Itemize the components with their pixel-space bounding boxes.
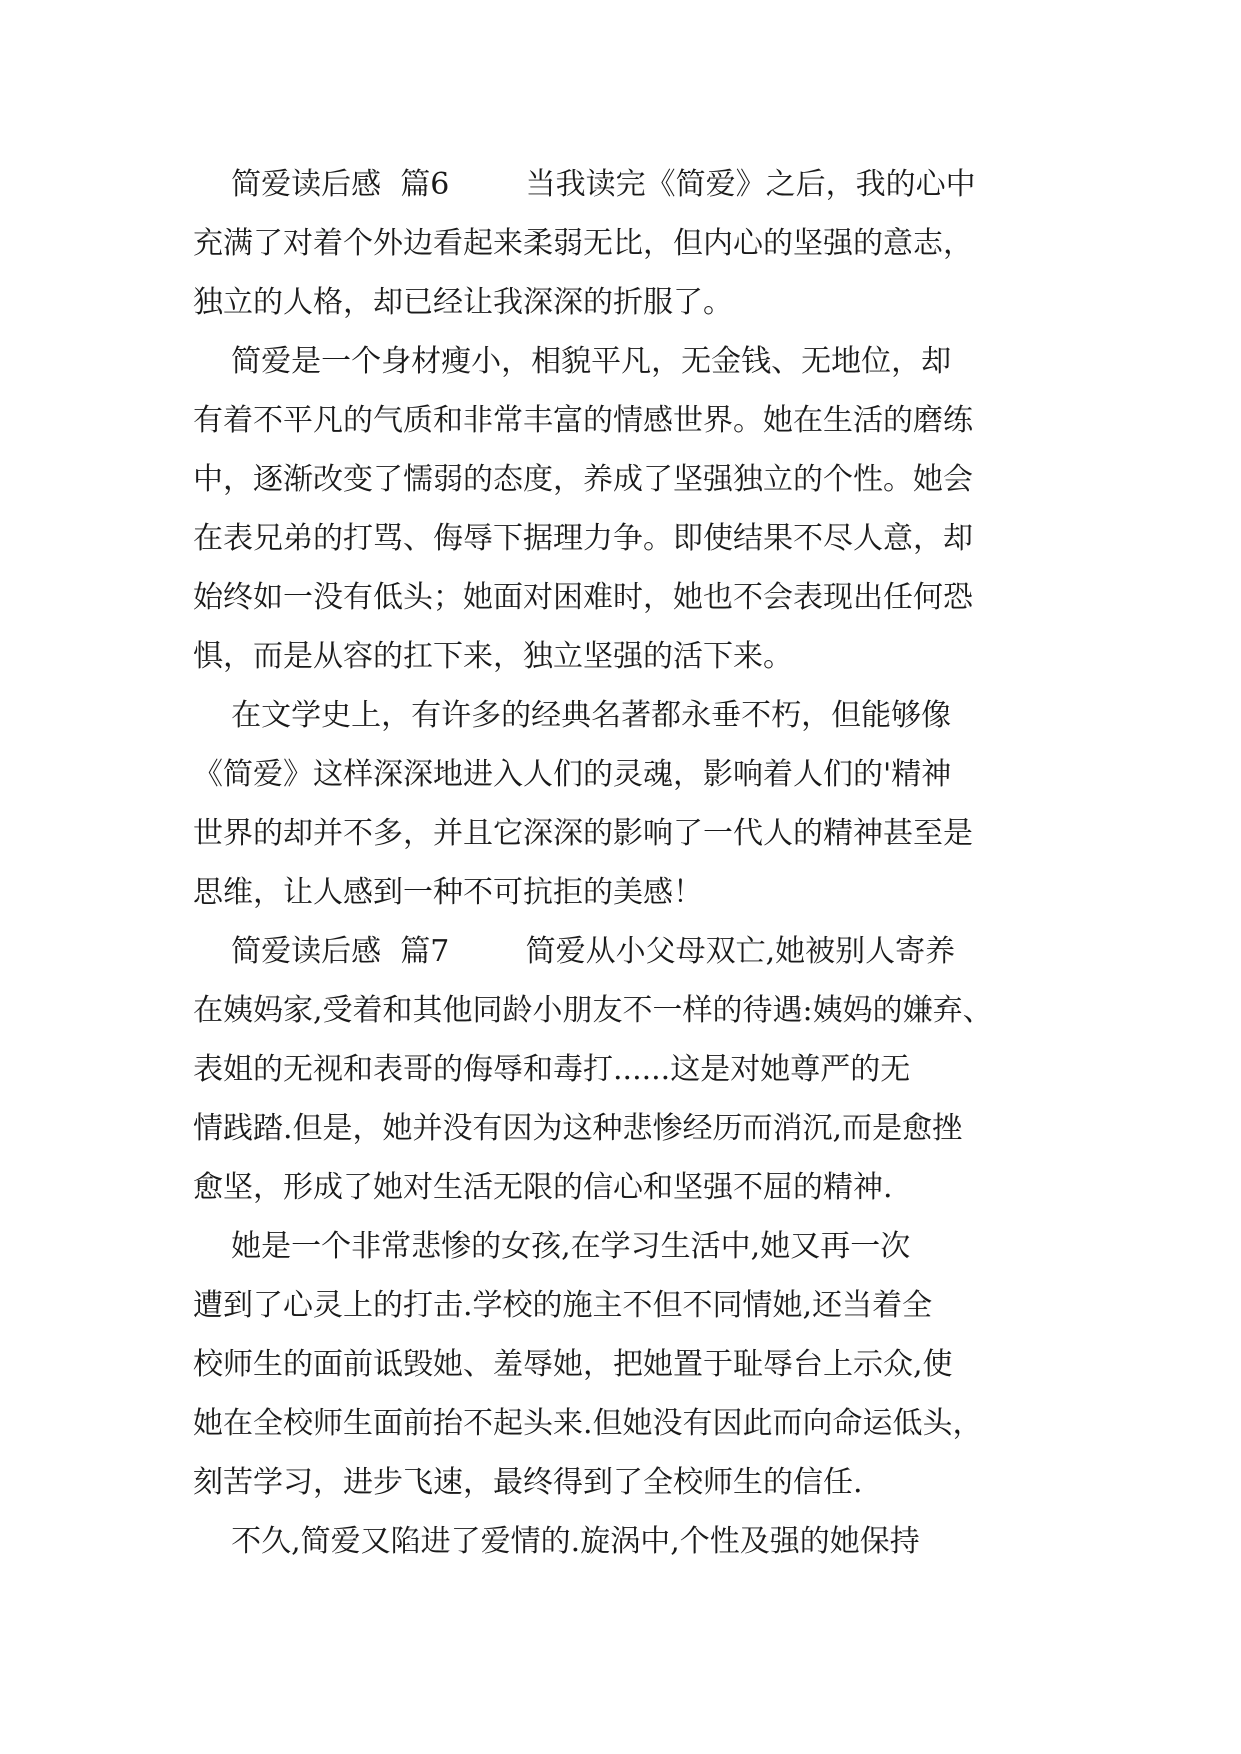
text-line: 有着不平凡的气质和非常丰富的情感世界。她在生活的磨练 bbox=[193, 403, 973, 438]
text-line: 表姐的无视和表哥的侮辱和毒打......这是对她尊严的无 bbox=[193, 1052, 911, 1087]
text-line: 遭到了心灵上的打击.学校的施主不但不同情她,还当着全 bbox=[193, 1288, 933, 1323]
text-line: 在姨妈家,受着和其他同龄小朋友不一样的待遇:姨妈的嫌弃、 bbox=[193, 993, 993, 1028]
text-line: 思维，让人感到一种不可抗拒的美感！ bbox=[193, 875, 703, 910]
text-line: 在表兄弟的打骂、侮辱下据理力争。即使结果不尽人意，却 bbox=[193, 521, 973, 556]
text-line: 刻苦学习，进步飞速，最终得到了全校师生的信任. bbox=[193, 1465, 863, 1500]
text-line: 在文学史上，有许多的经典名著都永垂不朽，但能够像 bbox=[193, 698, 952, 733]
text-line: 中，逐渐改变了懦弱的态度，养成了坚强独立的个性。她会 bbox=[193, 462, 973, 497]
text-line: 《简爱》这样深深地进入人们的灵魂，影响着人们的'精神 bbox=[193, 757, 952, 792]
text-line: 惧，而是从容的扛下来，独立坚强的活下来。 bbox=[193, 639, 793, 674]
text-line: 独立的人格，却已经让我深深的折服了。 bbox=[193, 285, 733, 320]
text-line: 情践踏.但是，她并没有因为这种悲惨经历而消沉,而是愈挫 bbox=[193, 1111, 963, 1146]
text-line: 充满了对着个外边看起来柔弱无比，但内心的坚强的意志， bbox=[193, 226, 973, 261]
text-line: 简爱读后感 篇6 当我读完《简爱》之后，我的心中 bbox=[193, 167, 976, 202]
text-line: 她在全校师生面前抬不起头来.但她没有因此而向命运低头， bbox=[193, 1406, 983, 1441]
text-line: 简爱是一个身材瘦小，相貌平凡，无金钱、无地位，却 bbox=[193, 344, 952, 379]
text-line: 她是一个非常悲惨的女孩,在学习生活中,她又再一次 bbox=[193, 1229, 911, 1264]
text-line: 校师生的面前诋毁她、羞辱她，把她置于耻辱台上示众,使 bbox=[193, 1347, 953, 1382]
text-line: 始终如一没有低头；她面对困难时，她也不会表现出任何恐 bbox=[193, 580, 973, 615]
text-line: 不久,简爱又陷进了爱情的.旋涡中,个性及强的她保持 bbox=[193, 1524, 920, 1559]
text-line: 世界的却并不多，并且它深深的影响了一代人的精神甚至是 bbox=[193, 816, 973, 851]
text-line: 简爱读后感 篇7 简爱从小父母双亡,她被别人寄养 bbox=[193, 934, 956, 969]
text-line: 愈坚，形成了她对生活无限的信心和坚强不屈的精神. bbox=[193, 1170, 893, 1205]
